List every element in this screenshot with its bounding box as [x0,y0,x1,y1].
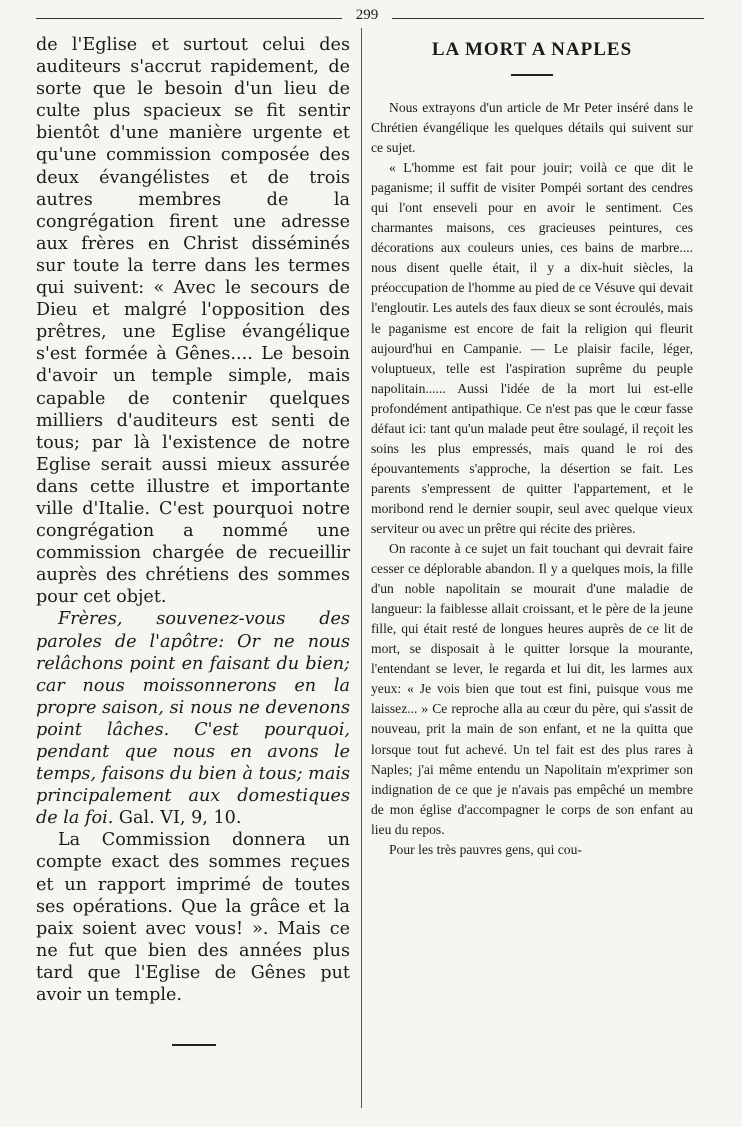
right-paragraph-3: On raconte à ce sujet un fait touchant qui devrait faire cesser ce déplorable abandon. Il y a quelques mois, la fille d'un noble napolitain se mourait d'une maladie de langueur: la faiblesse allait croissant, et le père de la jeune fille, qui était resté de longues heures auprès de ce lit de mort, se disposait à le quitter lorsque la mourante, l'entendant se lever, le regarda et lui dit, les larmes aux yeux: « Je vois bien que tout est fini, puisque vous me laissez... » Ce reproche alla au cœur du père, qui s'assit de nouveau, prit la main de son enfant, et ne la quitta que lorsque tout fut achevé. Un tel fait est des plus rares à Naples; j'ai même entendu un Napolitain m'exprimer son indignation de ce que je n'avais pas empêché un membre de mon église d'accompagner le corps de son enfant au lieu du repos. [371,541,693,837]
left-paragraph-2 [36,608,350,829]
right-column [371,34,693,860]
left-paragraph-3: La Commission donnera un compte exact des sommes reçues et un rapport imprimé de toutes ses opérations. Que la grâce et la paix soient avec vous! ». Mais ce ne fut que bien des années plus tard que l'Eglise de Gênes put avoir un temple. [36,830,350,1006]
scripture-reference: Gal. VI, 9, 10. [118,808,242,829]
header-rule-left [36,18,342,19]
header-rule-right [392,18,704,19]
title-separator [511,74,553,76]
right-paragraph-1: Nous extrayons d'un article de Mr Peter inséré dans le Chrétien évangélique les quelques détails qui suivent sur ce sujet. [371,100,693,156]
right-paragraph-2: « L'homme est fait pour jouir; voilà ce que dit le paganisme; il suffit de visiter Pompéi sortant des cendres qui l'ont enseveli pour en avoir le sentiment. Ces charmantes maisons, ces gracieuses peintures, ces décorations aux couleurs unies, ces bains de marbre.... nous disent quelle était, il y a dix-huit siècles, la préoccupation de l'homme au pied de ce Vésuve qui devait l'engloutir. Les autels des faux dieux se sont écroulés, mais le paganisme est encore de fait la religion qui fleurit aujourd'hui en Campanie. — Le plaisir facile, léger, voluptueux, telle est l'aspiration suprême du peuple napolitain...... Aussi l'idée de la mort lui est-elle profondément antipathique. Ce n'est pas que le cœur fasse défaut ici: tant qu'un malade peut être soulagé, il reçoit les soins les plus empressés, mais quand le roi des épouvantements s'approche, la désertion se fait. Les parents s'empressent de quitter l'appartement, et le moribond rend le dernier soupir, seul avec quelque vieux serviteur ou avec un prêtre qui récite des prières. [371,160,693,536]
column-divider [361,28,362,1108]
scripture-quote: Frères, souvenez-vous des paroles de l'apôtre: Or ne nous relâchons point en faisant du bien; car nous moissonnerons en la propre saison, si nous ne devenons point lâches. C'est pourquoi, pendant que nous en avons le temps, faisons du bien à tous; mais principalement aux domestiques de la foi. [36,609,350,829]
article-title: LA MORT A NAPLES [431,39,633,60]
left-column [36,34,350,1006]
section-end-mark [172,1044,216,1046]
left-paragraph-1: de l'Eglise et surtout celui des auditeurs s'accrut rapidement, de sorte que le besoin d'un lieu de culte plus spacieux se fit sentir bientôt d'une manière urgente et qu'une commission composée des deux évangélistes et de trois autres membres de la congrégation firent une adresse aux frères en Christ disséminés sur toute la terre dans les termes qui suivent: « Avec le secours de Dieu et malgré l'opposition des prêtres, une Eglise évangélique s'est formée à Gênes.... Le besoin d'avoir un temple simple, mais capable de contenir quelques milliers d'auditeurs est senti de tous; par là l'existence de notre Eglise serait aussi mieux assurée dans cette illustre et importante ville d'Italie. C'est pourquoi notre congrégation a nommé une commission chargée de recueillir auprès des chrétiens des sommes pour cet objet. [36,35,350,608]
page-number: 299 [355,7,379,23]
right-paragraph-4: Pour les très pauvres gens, qui cou- [389,841,582,857]
